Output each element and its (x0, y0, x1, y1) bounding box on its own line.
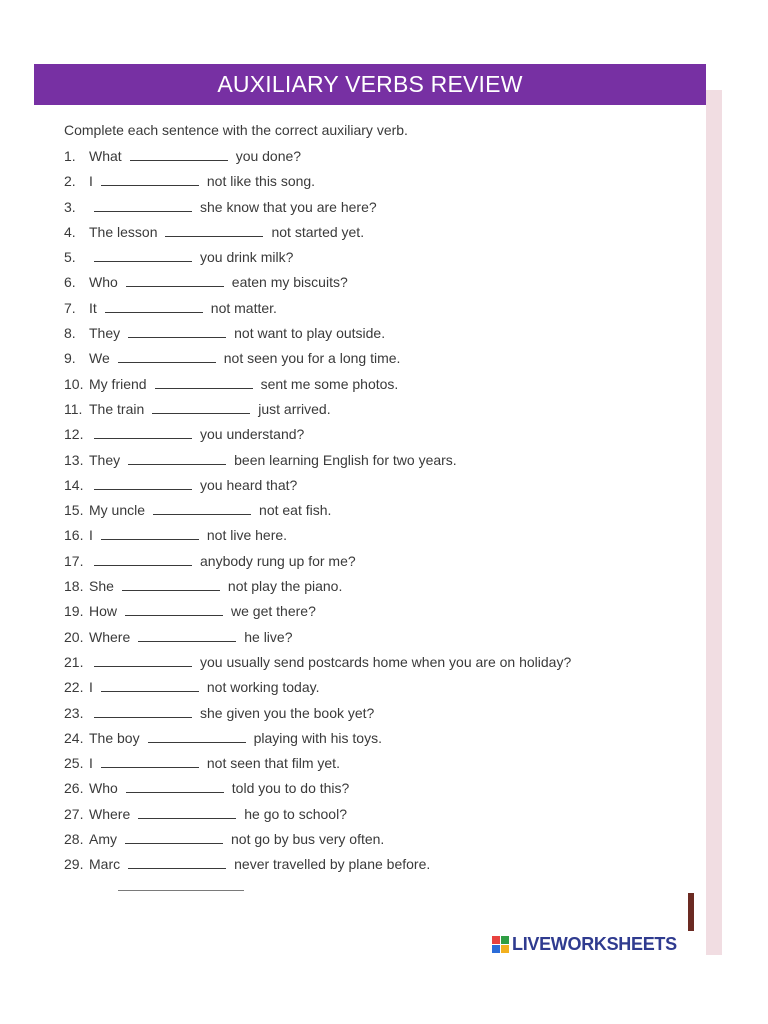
worksheet-page (34, 64, 706, 890)
answer-blank[interactable] (94, 200, 192, 212)
answer-blank[interactable] (125, 832, 223, 844)
question-number: 7. (64, 299, 76, 316)
question-item (64, 452, 571, 477)
answer-blank[interactable] (101, 528, 199, 540)
answer-blank[interactable] (125, 604, 223, 616)
answer-blank[interactable] (94, 554, 192, 566)
question-text-after: not matter. (210, 299, 277, 316)
question-item (64, 730, 571, 755)
question-item (64, 654, 571, 679)
question-item (64, 705, 571, 730)
question-item (64, 224, 571, 249)
question-text-before: The train (89, 400, 145, 417)
question-number: 23. (64, 704, 84, 721)
question-text-after: she know that you are here? (200, 198, 377, 215)
question-text-after: been learning English for two years. (234, 451, 457, 468)
question-item (64, 199, 571, 224)
question-text-after: not go by bus very often. (231, 831, 385, 848)
question-text-before: Who (89, 780, 118, 797)
question-number: 27. (64, 805, 84, 822)
question-number: 28. (64, 831, 84, 848)
question-item (64, 426, 571, 451)
question-number: 9. (64, 350, 76, 367)
question-number: 10. (64, 375, 84, 392)
question-item (64, 578, 571, 603)
question-text-before: What (89, 148, 122, 164)
liveworksheets-logo-icon (492, 936, 509, 953)
question-number: 1. (64, 148, 76, 164)
question-number: 16. (64, 527, 84, 544)
question-text-before: We (89, 350, 110, 367)
question-text-after: not started yet. (271, 223, 365, 240)
title-banner (34, 64, 706, 105)
question-text-after: not play the piano. (227, 578, 343, 595)
liveworksheets-logo (492, 934, 677, 954)
question-text-before: I (89, 755, 93, 772)
answer-blank[interactable] (153, 503, 251, 515)
question-number: 13. (64, 451, 84, 468)
question-item (64, 401, 571, 426)
question-item (64, 856, 571, 881)
question-item (64, 350, 571, 375)
question-number: 18. (64, 578, 84, 595)
question-text-after: she given you the book yet? (200, 704, 375, 721)
answer-blank[interactable] (138, 807, 236, 819)
question-text-after: you done? (235, 148, 302, 164)
answer-blank[interactable] (101, 756, 199, 768)
answer-blank[interactable] (126, 275, 224, 287)
answer-blank[interactable] (105, 301, 203, 313)
question-text-before: Where (89, 628, 131, 645)
answer-blank[interactable] (126, 781, 224, 793)
question-text-before: Amy (89, 831, 117, 848)
question-text-after: not working today. (206, 679, 320, 696)
question-text-after: not live here. (206, 527, 288, 544)
question-item (64, 679, 571, 704)
question-text-before: The lesson (89, 223, 158, 240)
question-text-after: eaten my biscuits? (231, 274, 348, 291)
logo-text: LIVEWORKSHEETS (512, 933, 677, 954)
question-item (64, 325, 571, 350)
question-text-before: Who (89, 274, 118, 291)
question-item (64, 603, 571, 628)
question-number: 17. (64, 552, 84, 569)
question-number: 15. (64, 502, 84, 519)
question-text-after: just arrived. (258, 400, 331, 417)
question-item (64, 502, 571, 527)
question-number: 26. (64, 780, 84, 797)
question-item (64, 249, 571, 274)
page-edge-strip (706, 90, 722, 955)
question-text-after: not want to play outside. (234, 325, 386, 342)
question-list (64, 148, 571, 882)
question-text-before: The boy (89, 729, 140, 746)
answer-blank[interactable] (128, 326, 226, 338)
question-text-before: I (89, 527, 93, 544)
answer-blank[interactable] (94, 250, 192, 262)
question-item (64, 300, 571, 325)
question-text-after: told you to do this? (231, 780, 350, 797)
question-text-before: I (89, 679, 93, 696)
answer-blank[interactable] (148, 731, 246, 743)
question-text-after: never travelled by plane before. (234, 856, 431, 873)
answer-blank[interactable] (155, 377, 253, 389)
question-text-before: My friend (89, 375, 147, 392)
question-number: 6. (64, 274, 76, 291)
question-text-after: not seen you for a long time. (223, 350, 401, 367)
answer-blank[interactable] (101, 680, 199, 692)
question-text-after: sent me some photos. (260, 375, 399, 392)
question-text-before: They (89, 325, 121, 342)
question-item (64, 527, 571, 552)
answer-blank[interactable] (94, 427, 192, 439)
question-text-before: How (89, 603, 118, 620)
question-number: 29. (64, 856, 84, 873)
question-item (64, 780, 571, 805)
question-text-before: My uncle (89, 502, 146, 519)
question-item (64, 553, 571, 578)
question-number: 14. (64, 476, 84, 493)
question-text-after: we get there? (231, 603, 316, 620)
answer-blank[interactable] (152, 402, 250, 414)
answer-blank[interactable] (165, 225, 263, 237)
answer-blank[interactable] (128, 453, 226, 465)
question-number: 8. (64, 325, 76, 342)
instructions-text: Complete each sentence with the correct auxiliary verb. (64, 122, 408, 138)
question-number: 4. (64, 223, 76, 240)
question-text-before: She (89, 578, 114, 595)
question-text-after: anybody rung up for me? (200, 552, 356, 569)
question-item (64, 274, 571, 299)
question-number: 2. (64, 173, 76, 190)
cropped-answer-line (118, 890, 244, 891)
question-number: 20. (64, 628, 84, 645)
question-number: 11. (64, 400, 83, 417)
answer-blank[interactable] (122, 579, 220, 591)
question-text-after: you heard that? (200, 476, 298, 493)
answer-blank[interactable] (130, 149, 228, 161)
question-item (64, 376, 571, 401)
question-text-after: you understand? (200, 426, 305, 443)
answer-blank[interactable] (118, 351, 216, 363)
question-text-before: Where (89, 805, 131, 822)
question-item (64, 831, 571, 856)
answer-blank[interactable] (128, 857, 226, 869)
answer-blank[interactable] (138, 630, 236, 642)
question-text-after: you drink milk? (200, 249, 294, 266)
question-number: 21. (64, 653, 84, 670)
question-number: 22. (64, 679, 84, 696)
question-item (64, 148, 571, 173)
question-text-before: Marc (89, 856, 121, 873)
question-text-after: playing with his toys. (253, 729, 382, 746)
question-text-after: not seen that film yet. (206, 755, 340, 772)
question-text-before: I (89, 173, 93, 190)
question-text-after: not eat fish. (259, 502, 332, 519)
question-item (64, 173, 571, 198)
question-number: 24. (64, 729, 84, 746)
question-item (64, 755, 571, 780)
question-number: 5. (64, 249, 76, 266)
question-item (64, 629, 571, 654)
question-text-before: They (89, 451, 121, 468)
question-item (64, 806, 571, 831)
question-number: 12. (64, 426, 84, 443)
answer-blank[interactable] (94, 706, 192, 718)
question-text-after: he go to school? (244, 805, 347, 822)
question-text-before: It (89, 299, 97, 316)
question-number: 19. (64, 603, 84, 620)
question-number: 3. (64, 198, 76, 215)
page-edge-mark (688, 893, 694, 931)
answer-blank[interactable] (94, 478, 192, 490)
question-text-after: he live? (244, 628, 293, 645)
question-item (64, 477, 571, 502)
cropped-question-line (118, 885, 388, 897)
question-text-after: not like this song. (206, 173, 316, 190)
answer-blank[interactable] (94, 655, 192, 667)
answer-blank[interactable] (101, 174, 199, 186)
question-number: 25. (64, 755, 84, 772)
question-text-after: you usually send postcards home when you are on holiday? (200, 653, 572, 670)
page-title: AUXILIARY VERBS REVIEW (217, 71, 523, 97)
